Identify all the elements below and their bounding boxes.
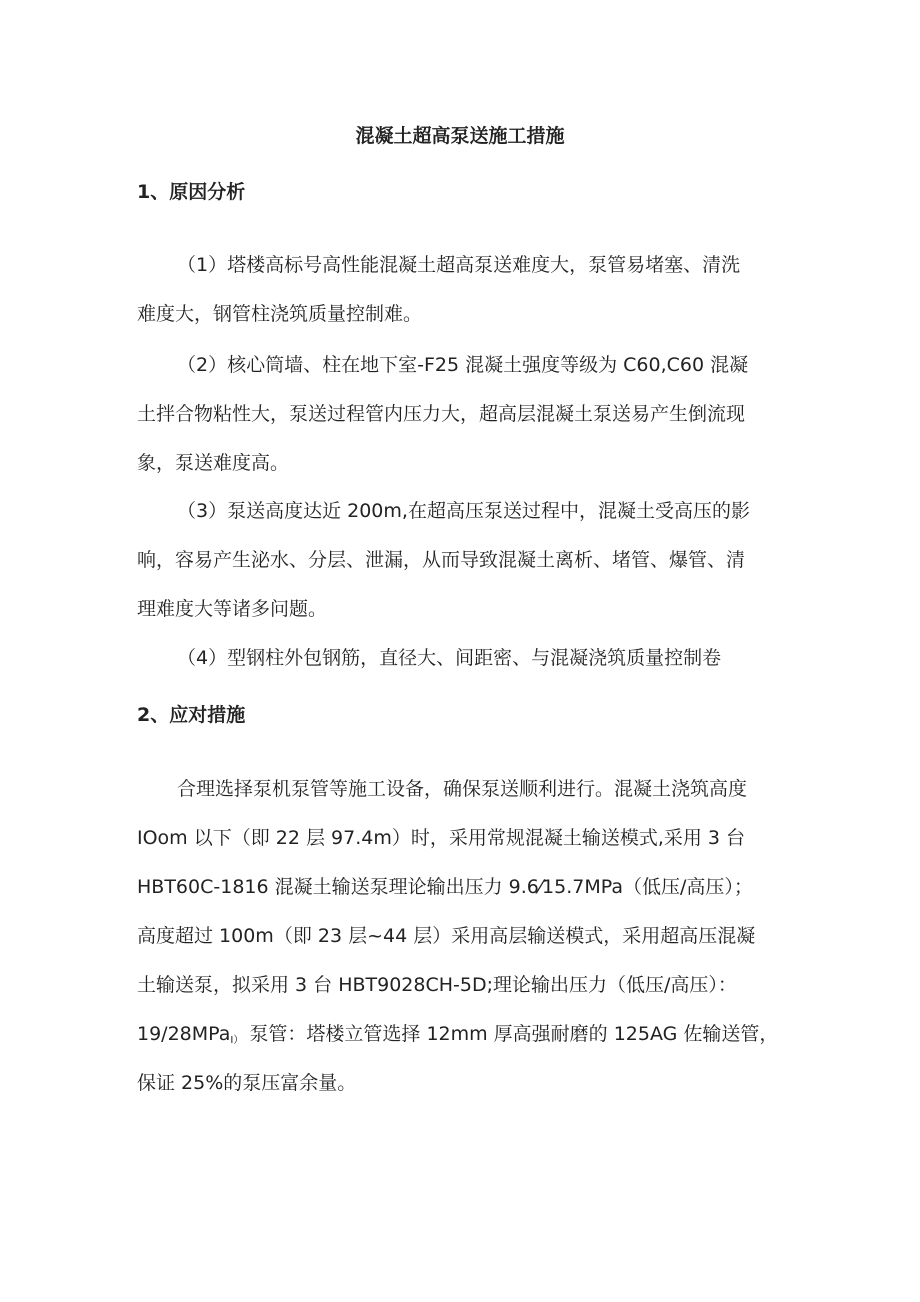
paragraph-line: （3）泵送高度达近 200m,在超高压泵送过程中，混凝土受高压的影 — [177, 500, 750, 522]
paragraph-line: 高度超过 100m（即 23 层~44 层）采用高层输送模式，采用超高压混凝 — [137, 925, 756, 947]
paragraph-line: （4）型钢柱外包钢筋，直径大、间距密、与混凝浇筑质量控制卷 — [177, 647, 722, 669]
paragraph-line: 难度大，钢管柱浇筑质量控制难。 — [137, 303, 423, 325]
paragraph-line: 合理选择泵机泵管等施工设备，确保泵送顺利进行。混凝土浇筑高度 — [177, 778, 748, 800]
paragraph-cause-3 — [137, 487, 797, 634]
paragraph-line: 土拌合物粘性大，泵送过程管内压力大，超高层混凝土泵送易产生倒流现 — [137, 403, 746, 425]
paragraph-cause-4 — [137, 634, 797, 683]
paragraph-line: 土输送泵，拟采用 3 台 HBT9028CH-5D;理论输出压力（低压/高压）： — [137, 974, 737, 996]
paragraph-line: 象，泵送难度高。 — [137, 452, 290, 474]
document-title: 混凝土超高泵送施工措施 — [355, 125, 565, 147]
paragraph-cause-2 — [137, 341, 797, 488]
paragraph-line-mixed — [137, 1010, 797, 1059]
pressure-value: 19/28MPa — [137, 1023, 231, 1045]
paragraph-line: IOom 以下（即 22 层 97.4m）时，采用常规混凝土输送模式,采用 3 台 — [137, 827, 746, 849]
paragraph-line: 响，容易产生泌水、分层、泄漏，从而导致混凝土离析、堵管、爆管、清 — [137, 549, 746, 571]
paragraph-line: 保证 25%的泵压富余量。 — [137, 1072, 357, 1094]
paragraph-line: HBT60C-1816 混凝土输送泵理论输出压力 9.6⁄15.7MPa（低压/高压）； — [137, 876, 753, 898]
section-heading-measures: 2、应对措施 — [137, 704, 246, 726]
section-heading-causes: 1、原因分析 — [137, 181, 246, 203]
paragraph-cause-1 — [137, 241, 797, 339]
paragraph-line-tail: 泵管：塔楼立管选择 12mm 厚高强耐磨的 125AG 佐输送管， — [243, 1023, 779, 1045]
paragraph-line: （1）塔楼高标号高性能混凝土超高泵送难度大，泵管易堵塞、清洗 — [177, 254, 741, 276]
paragraph-line: 理难度大等诸多问题。 — [137, 598, 328, 620]
subscript-mark: I） — [230, 1035, 244, 1046]
paragraph-measures — [137, 765, 797, 1108]
paragraph-line: （2）核心筒墙、柱在地下室-F25 混凝土强度等级为 C60,C60 混凝 — [177, 354, 749, 376]
